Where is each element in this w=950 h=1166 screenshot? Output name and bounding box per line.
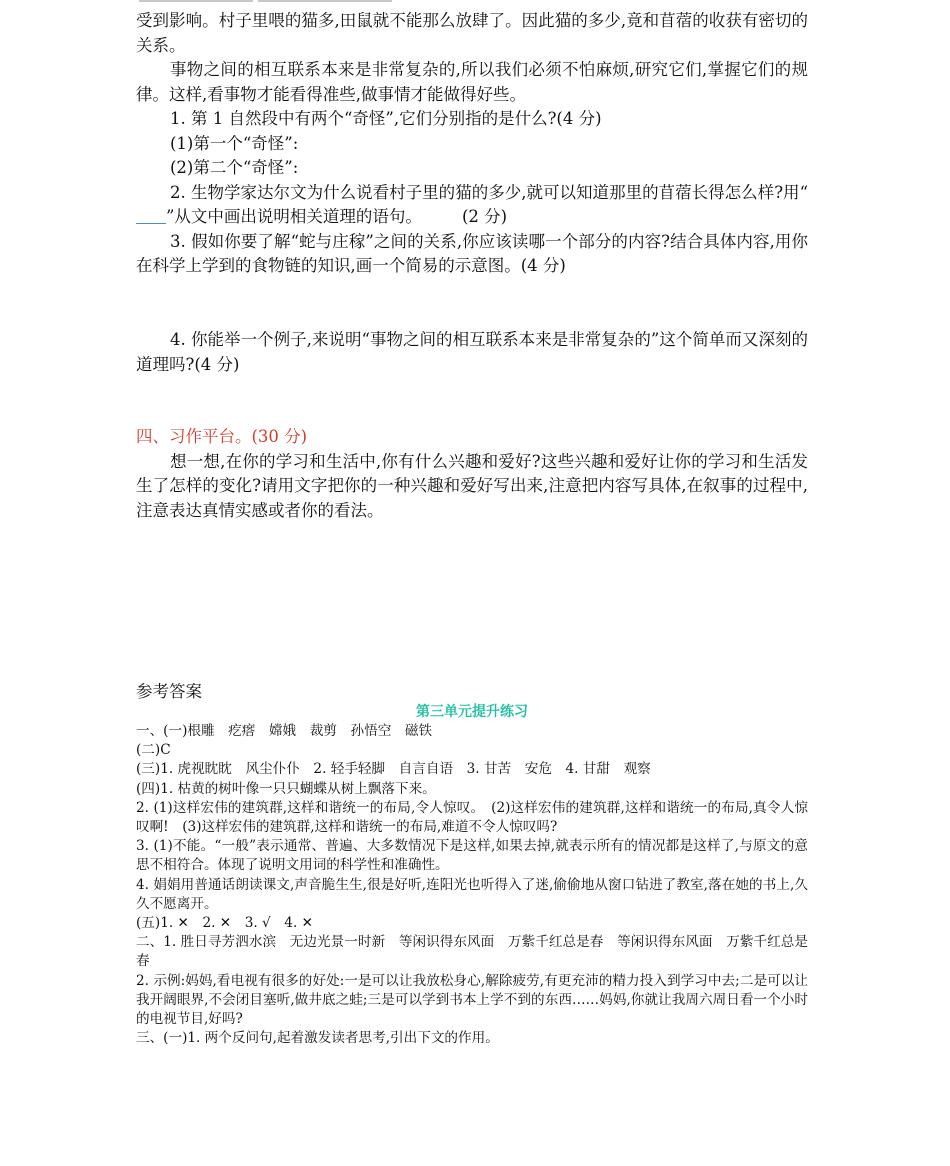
section-4: [136, 425, 808, 523]
top-border-right: [258, 0, 392, 2]
answer-blank[interactable]: [136, 209, 166, 224]
answer-line: 2. 示例:妈妈,看电视有很多的好处:一是可以让我放松身心,解除疲劳,有更充沛的精力投入到学习中去;二是可以让我开阔眼界,不会闭目塞听,做井底之蛙;三是可以学到书本上学不到的东西……妈妈,你就让我周六周日看一个小时的电视节目,好吗?: [136, 972, 808, 1028]
question-1: 1. 第 1 自然段中有两个“奇怪”,它们分别指的是什么?(4 分): [170, 109, 602, 128]
question-2-text: 2. 生物学家达尔文为什么说看村子里的猫的多少,就可以知道那里的苜蓿长得怎么样?用“: [170, 182, 808, 202]
question-4-block: [136, 328, 808, 377]
passage-paragraph-2: 事物之间的相互联系本来是非常复杂的,所以我们必须不怕麻烦,研究它们,掌握它们的规律。这样,看事物才能看得准些,做事情才能做得好些。: [136, 60, 808, 104]
passage-paragraph-1: 受到影响。村子里喂的猫多,田鼠就不能那么放肆了。因此猫的多少,竟和苜蓿的收获有密切的关系。: [136, 11, 808, 55]
question-2: [136, 181, 808, 230]
answer-line: (四)1. 枯黄的树叶像一只只蝴蝶从树上飘落下来。: [136, 780, 436, 797]
answer-line: 4. 娟娟用普通话朗读课文,声音脆生生,很是好听,连阳光也听得入了迷,偷偷地从窗口钻进了教室,落在她的书上,久久不愿离开。: [136, 876, 808, 912]
question-3: 3. 假如你要了解“蛇与庄稼”之间的关系,你应该读哪一个部分的内容?结合具体内容,用你在科学上学到的食物链的知识,画一个简易的示意图。(4 分): [136, 231, 808, 275]
answer-line: 3. (1)不能。“一般”表示通常、普遍、大多数情况下是这样,如果去掉,就表示所有的情况都是这样了,与原文的意思不相符合。体现了说明文用词的科学性和准确性。: [136, 838, 808, 874]
answer-line: 二、1. 胜日寻芳泗水滨 无边光景一时新 等闲识得东风面 万紫千红总是春 等闲识得东风面 万紫千红总是春: [136, 934, 808, 970]
answers-block: [136, 681, 808, 1048]
question-1-part-1: (1)第一个“奇怪”:: [170, 133, 299, 153]
section-4-prompt: 想一想,在你的学习和生活中,你有什么兴趣和爱好?这些兴趣和爱好让你的学习和生活发生了怎样的变化?请用文字把你的一种兴趣和爱好写出来,注意把内容写具体,在叙事的过程中,注意表达真情实感或者你的看法。: [136, 451, 808, 520]
top-border-left: [139, 0, 253, 2]
question-4: 4. 你能举一个例子,来说明“事物之间的相互联系本来是非常复杂的”这个简单而又深刻的道理吗?(4 分): [136, 330, 808, 374]
answer-line: 2. (1)这样宏伟的建筑群,这样和谐统一的布局,令人惊叹。 (2)这样宏伟的建筑群,这样和谐统一的布局,真令人惊叹啊! (3)这样宏伟的建筑群,这样和谐统一的布局,难道不令人惊叹吗?: [136, 799, 808, 836]
question-2-text-end: ”从文中画出说明相关道理的语句。: [166, 207, 422, 226]
passage-block: [136, 9, 808, 279]
section-4-title: 四、习作平台。(30 分): [136, 427, 308, 446]
answer-line: 一、(一)根雕 疙瘩 嫦娥 裁剪 孙悟空 磁铁: [136, 723, 433, 739]
answer-line: 三、(一)1. 两个反问句,起着激发读者思考,引出下文的作用。: [136, 1030, 499, 1047]
answer-line: (五)1. ✕ 2. ✕ 3. √ 4. ✕: [136, 915, 313, 932]
answer-line: (二)C: [136, 742, 171, 759]
question-1-part-2: (2)第二个“奇怪”:: [170, 158, 299, 177]
unit-title: 第三单元提升练习: [416, 704, 528, 720]
answer-line: (三)1. 虎视眈眈 风尘仆仆 2. 轻手轻脚 自言自语 3. 甘苦 安危 4. 甘甜 观察: [136, 761, 651, 778]
question-2-score: (2 分): [461, 207, 508, 226]
answers-heading: 参考答案: [136, 682, 202, 701]
